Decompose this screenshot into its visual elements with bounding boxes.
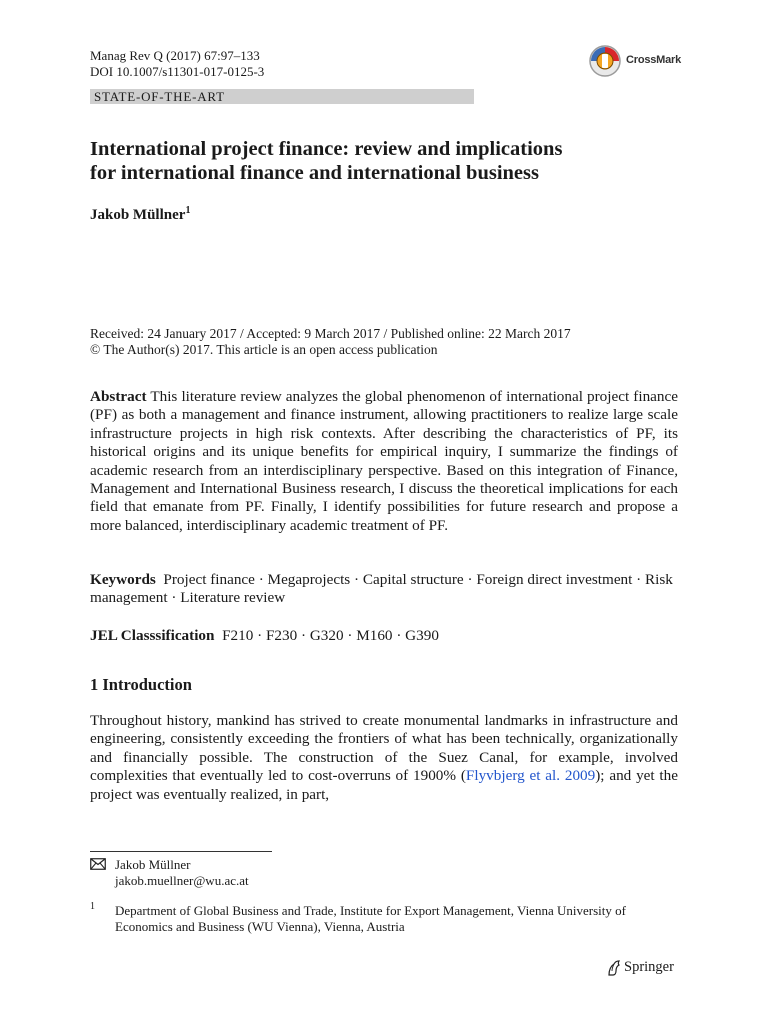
contact-name: Jakob Müllner xyxy=(115,857,191,872)
publication-dates xyxy=(90,326,690,358)
crossmark-label: CrossMark xyxy=(626,54,682,66)
envelope-icon xyxy=(90,858,106,870)
section-banner-text: STATE-OF-THE-ART xyxy=(94,89,225,104)
jel-codes: F210 · F230 · G320 · M160 · G390 xyxy=(222,627,439,644)
abstract-label: Abstract xyxy=(90,388,147,405)
author xyxy=(90,207,190,224)
abstract-text: This literature review analyzes the global phenomenon of international project finance (PF) as both a management and finance instrument, allowing practitioners to realize large scale infrastructure projects in high risk contexts. After describing the characteristics of PF, its historical origins and its unique benefits for empirical inquiry, I summarize the findings of academic research from an interdisciplinary perspective. Based on this integration of Finance, Management and International Business research, I discuss the theoretical implications for each field that emanate from PF. Finally, I identify possibilities for future research and propose a more balanced, interdisciplinary academic treatment of PF. xyxy=(90,388,678,534)
keywords-label: Keywords xyxy=(90,571,156,588)
intro-text-before: Throughout history, mankind has strived to create monumental landmarks in infrastructure and engineering, consistently exceeding the frontiers of what has been technically, organizationally and financially possible. The construction of the Suez Canal, for example, involved complexities that eventually led to cost-overruns of 1900% ( xyxy=(90,712,678,785)
journal-info xyxy=(90,48,264,80)
springer-logo xyxy=(606,958,686,978)
footnote-divider xyxy=(90,851,272,852)
section-banner xyxy=(90,89,474,104)
author-name: Jakob Müllner xyxy=(90,207,186,223)
contact-email[interactable]: jakob.muellner@wu.ac.at xyxy=(115,873,249,888)
doi[interactable]: DOI 10.1007/s11301-017-0125-3 xyxy=(90,64,265,79)
abstract xyxy=(90,388,678,535)
jel-label: JEL Classsification xyxy=(90,627,215,644)
journal-citation: Manag Rev Q (2017) 67:97–133 xyxy=(90,48,260,63)
title-line-2: for international finance and international business xyxy=(90,162,539,184)
dates-line: Received: 24 January 2017 / Accepted: 9 March 2017 / Published online: 22 March 2017 xyxy=(90,326,571,341)
keywords-text: Project finance · Megaprojects · Capital structure · Foreign direct investment · Risk management · Literature review xyxy=(90,571,673,607)
intro-text-after: ); and yet the project was eventually realized, in part, xyxy=(90,767,678,803)
crossmark-badge[interactable] xyxy=(588,44,680,78)
keywords xyxy=(90,571,678,608)
introduction-paragraph xyxy=(90,712,678,804)
copyright-line: © The Author(s) 2017. This article is an open access publication xyxy=(90,342,438,357)
title-line-1: International project finance: review and implications xyxy=(90,138,563,160)
section-heading-introduction: 1 Introduction xyxy=(90,675,192,694)
affiliation-text: Department of Global Business and Trade, Institute for Export Management, Vienna University of Economics and Business (WU Vienna), Vienna, Austria xyxy=(115,903,626,934)
author-affiliation-marker[interactable]: 1 xyxy=(185,205,191,216)
springer-horse-logo xyxy=(606,959,622,977)
crossmark-logo xyxy=(588,44,622,78)
jel-classification xyxy=(90,627,678,645)
citation-link[interactable]: Flyvbjerg et al. 2009 xyxy=(465,767,596,785)
article-title xyxy=(90,137,690,185)
affiliation-number: 1 xyxy=(90,901,95,912)
springer-label: Springer xyxy=(624,959,674,975)
